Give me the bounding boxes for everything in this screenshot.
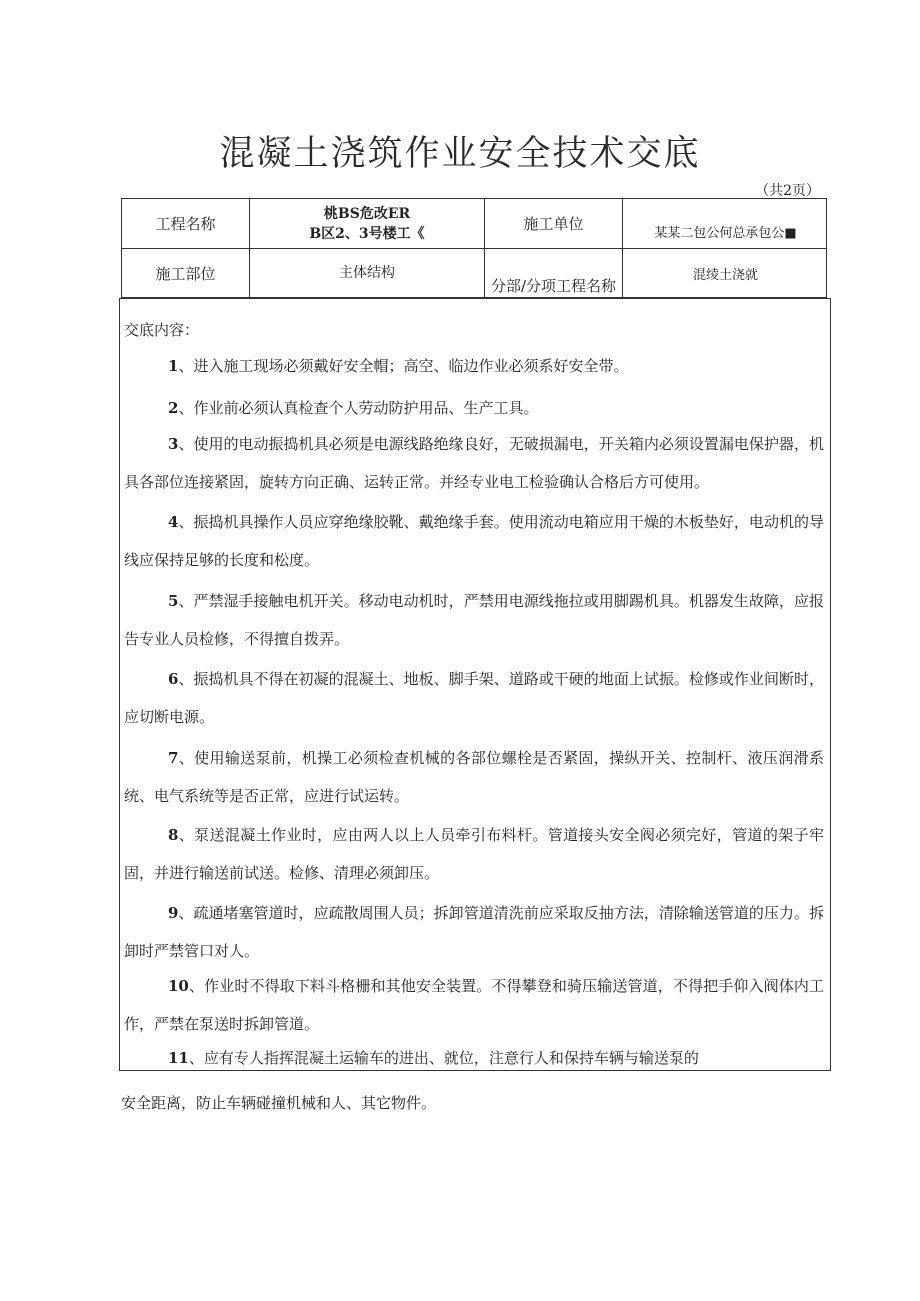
document-title: 混凝土浇筑作业安全技术交底 <box>219 134 701 174</box>
list-item: 8、泵送混凝土作业时，应由两人以上人员牵引布料杆。管道接头安全阀必须完好，管道的架子牢固，并进行输送前试送。检修、清理必须卸压。 <box>124 826 824 882</box>
list-item: 7、使用输送泵前，机操工必须检查机械的各部位螺栓是否紧固，操纵开关、控制杆、液压润滑系统、电气系统等是否正常，应进行试运转。 <box>124 749 824 805</box>
construction-part-label: 施工部位 <box>155 265 216 283</box>
project-name-label: 工程名称 <box>155 215 216 233</box>
construction-unit-label: 施工单位 <box>523 215 584 233</box>
page-count: （共2页） <box>755 183 820 199</box>
list-item: 10、作业时不得取下料斗格栅和其他安全装置。不得攀登和骑压输送管道，不得把手仰入阀体内工作，严禁在泵送时拆卸管道。 <box>124 977 824 1033</box>
list-item: 11、应有专人指挥混凝土运输车的进出、就位，注意行人和保持车辆与输送泵的 <box>168 1049 699 1067</box>
project-name-value-line2: B区2、3号楼工《 <box>309 225 425 242</box>
list-item: 1、进入施工现场必须戴好安全帽；高空、临边作业必须系好安全带。 <box>168 357 629 375</box>
content-label: 交底内容： <box>124 321 200 339</box>
list-item: 4、振捣机具操作人员应穿绝缘胶靴、戴绝缘手套。使用流动电箱应用干燥的木板垫好，电动机的导线应保持足够的长度和松度。 <box>124 513 824 569</box>
construction-part-value: 主体结构 <box>339 265 395 281</box>
list-item: 9、疏通堵塞管道时，应疏散周围人员；拆卸管道清洗前应采取反抽方法，清除输送管道的压力。拆卸时严禁管口对人。 <box>124 904 824 960</box>
list-item: 5、严禁湿手接触电机开关。移动电动机时，严禁用电源线拖拉或用脚踢机具。机器发生故障，应报告专业人员检修，不得擅自拨弄。 <box>124 592 824 648</box>
subproject-value: 混绫土浇就 <box>692 267 758 283</box>
project-name-value-line1: 桃BS危改ER <box>323 205 411 222</box>
list-item: 3、使用的电动振捣机具必须是电源线路绝缘良好，无破损漏电，开关箱内必须设置漏电保护器，机具各部位连接紧固，旋转方向正确、运转正常。并经专业电工检验确认合格后方可使用。 <box>124 435 824 491</box>
briefing-content-box <box>119 298 831 1071</box>
list-item: 6、振捣机具不得在初凝的混凝土、地板、脚手架、道路或干硬的地面上试振。检修或作业间断时，应切断电源。 <box>124 670 824 726</box>
header-table <box>121 198 827 298</box>
project-name-value <box>250 199 484 248</box>
list-item: 2、作业前必须认真检查个人劳动防护用品、生产工具。 <box>168 399 539 417</box>
subproject-label: 分部/分项工程名称 <box>490 276 617 295</box>
construction-unit-value: 某某二包公何总承包公■ <box>654 226 797 241</box>
continuation-text: 安全距离，防止车辆碰撞机械和人、其它物件。 <box>121 1094 437 1112</box>
